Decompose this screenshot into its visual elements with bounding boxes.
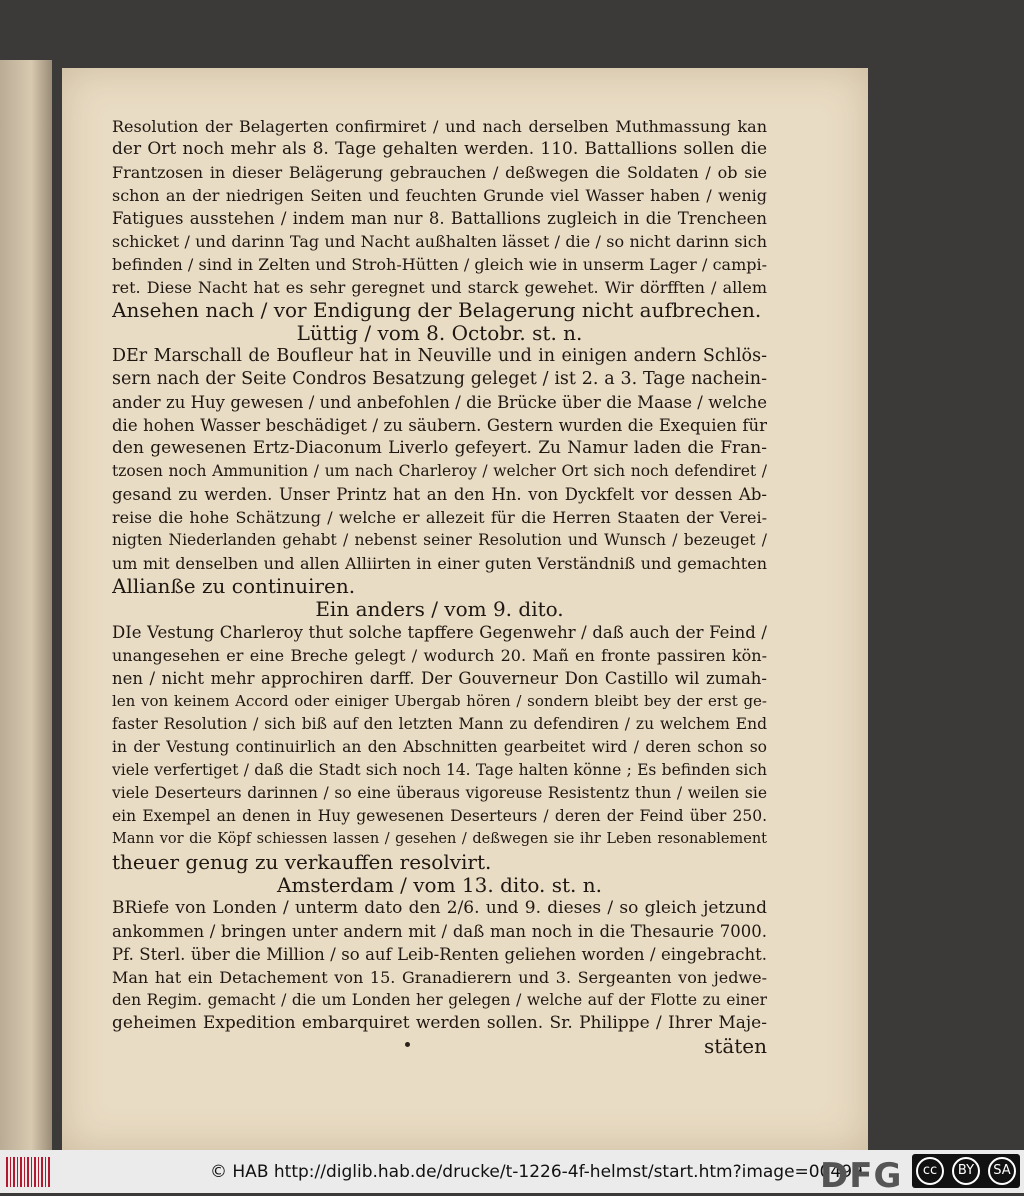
text-line: ankommen / bringen unter andern mit / daß man noch in die Thesaurie 7000. [112, 922, 767, 941]
text-line: in der Vestung continuirlich an den Abschnitten gearbeitet wird / deren schon so [112, 738, 767, 756]
section-heading: Ein anders / vom 9. dito. [315, 597, 564, 621]
barcode-icon [6, 1157, 50, 1187]
text-line: schicket / und darinn Tag und Nacht außhalten lässet / die / so nicht darinn sich [112, 232, 767, 251]
drop-initial: B [112, 898, 125, 918]
dfg-logo[interactable]: DFG [820, 1156, 903, 1196]
text-line-body: Er Marschall de Boufleur hat in Neuville und in einigen andern Schlös- [126, 346, 767, 366]
text-line: Mann vor die Köpf schiessen lassen / gesehen / deßwegen sie ihr Leben resonablement [112, 831, 767, 847]
by-icon: BY [952, 1157, 980, 1185]
text-line: befinden / sind in Zelten und Stroh-Hütten / gleich wie in unserm Lager / campi- [112, 255, 767, 274]
cc-license-badge[interactable] [912, 1154, 1020, 1188]
text-line: theuer genug zu verkauffen resolvirt. [112, 851, 492, 874]
text-line: ander zu Huy gewesen / und anbefohlen / die Brücke über die Maase / welche [112, 393, 767, 412]
section-heading: Lüttig / vom 8. Octobr. st. n. [296, 321, 583, 345]
text-line: ein Exempel an denen in Huy gewesenen Deserteurs / deren der Feind über 250. [112, 807, 767, 825]
text-line: nigten Niederlanden gehabt / nebenst seiner Resolution und Wunsch / bezeuget / [112, 531, 767, 549]
sa-icon: SA [988, 1157, 1016, 1185]
text-line-body: Riefe von Londen / unterm dato den 2/6. und 9. dieses / so gleich jetzund [124, 898, 767, 918]
footer-bar [0, 1150, 1024, 1196]
text-line: um mit denselben und allen Alliirten in einer guten Verständniß und gemachten [112, 554, 767, 573]
text-line: gesand zu werden. Unser Printz hat an den Hn. von Dyckfelt vor dessen Ab- [112, 485, 767, 504]
text-line: sern nach der Seite Condros Besatzung geleget / ist 2. a 3. Tage nachein- [112, 369, 767, 389]
copyright-link[interactable]: © HAB http://diglib.hab.de/drucke/t-1226-4f-helmst/start.htm?image=00499 [210, 1161, 863, 1182]
text-line [112, 897, 767, 920]
text-line: Resolution der Belagerten confirmiret / und nach derselben Muthmassung kan [112, 117, 767, 136]
adjacent-page-edge [0, 60, 52, 1160]
cc-icon: cc [916, 1157, 944, 1185]
catchword: stäten [704, 1034, 767, 1058]
text-line: Man hat ein Detachement von 15. Granadierern und 3. Sergeanten von jedwe- [112, 968, 767, 987]
text-line: unangesehen er eine Breche gelegt / wodurch 20. Mañ en fronte passiren kön- [112, 646, 767, 665]
text-line [112, 621, 767, 644]
text-line: nen / nicht mehr approchiren darff. Der Gouverneur Don Castillo wil zumah- [112, 669, 767, 688]
section-heading: Amsterdam / vom 13. dito. st. n. [277, 873, 602, 897]
text-line: Fatigues ausstehen / indem man nur 8. Battallions zugleich in die Trencheen [112, 209, 767, 228]
text-line: der Ort noch mehr als 8. Tage gehalten werden. 110. Battallions sollen die [112, 139, 767, 159]
text-line: die hohen Wasser beschädiget / zu säubern. Gestern wurden die Exequien für [112, 416, 767, 435]
text-line: reise die hohe Schätzung / welche er allezeit für die Herren Staaten der Verei- [112, 508, 767, 527]
text-line: Ansehen nach / vor Endigung der Belagerung nicht aufbrechen. [112, 299, 762, 322]
text-line: den Regim. gemacht / die um Londen her gelegen / welche auf der Flotte zu einer [112, 991, 767, 1009]
text-line: Pf. Sterl. über die Million / so auf Leib-Renten geliehen worden / eingebracht. [112, 945, 767, 964]
text-line: schon an der niedrigen Seiten und feuchten Grunde viel Wasser haben / wenig [112, 186, 767, 205]
text-line: faster Resolution / sich biß auf den letzten Mann zu defendiren / zu welchem End [112, 715, 767, 733]
text-line: den gewesenen Ertz-Diaconum Liverlo gefeyert. Zu Namur laden die Fran- [112, 438, 767, 458]
drop-initial: D [112, 623, 126, 642]
text-line-body: Ie Vestung Charleroy thut solche tapffere Gegenwehr / daß auch der Feind / [125, 623, 767, 642]
text-line: Frantzosen in dieser Belägerung gebrauchen / deßwegen die Soldaten / ob sie [112, 163, 767, 182]
drop-initial: D [112, 346, 127, 366]
text-line: viele Deserteurs darinnen / so eine überaus vigoreuse Resistentz thun / weilen sie [112, 784, 767, 802]
book-page [62, 68, 868, 1150]
text-line: Allianße zu continuiren. [112, 575, 356, 598]
text-line: ret. Diese Nacht hat es sehr geregnet und starck gewehet. Wir dörfften / allem [112, 278, 767, 297]
text-line: viele verfertiget / daß die Stadt sich noch 14. Tage halten könne ; Es befinden sich [112, 761, 767, 779]
text-line: geheimen Expedition embarquiret werden sollen. Sr. Philippe / Ihrer Maje- [112, 1013, 767, 1033]
ink-dot [405, 1042, 410, 1047]
page-text [112, 115, 767, 1058]
text-line: tzosen noch Ammunition / um nach Charleroy / welcher Ort sich noch defendiret / [112, 462, 767, 480]
text-line [112, 345, 767, 368]
text-line: len von keinem Accord oder einiger Ubergab hören / sondern bleibt bey der erst ge- [112, 692, 767, 710]
